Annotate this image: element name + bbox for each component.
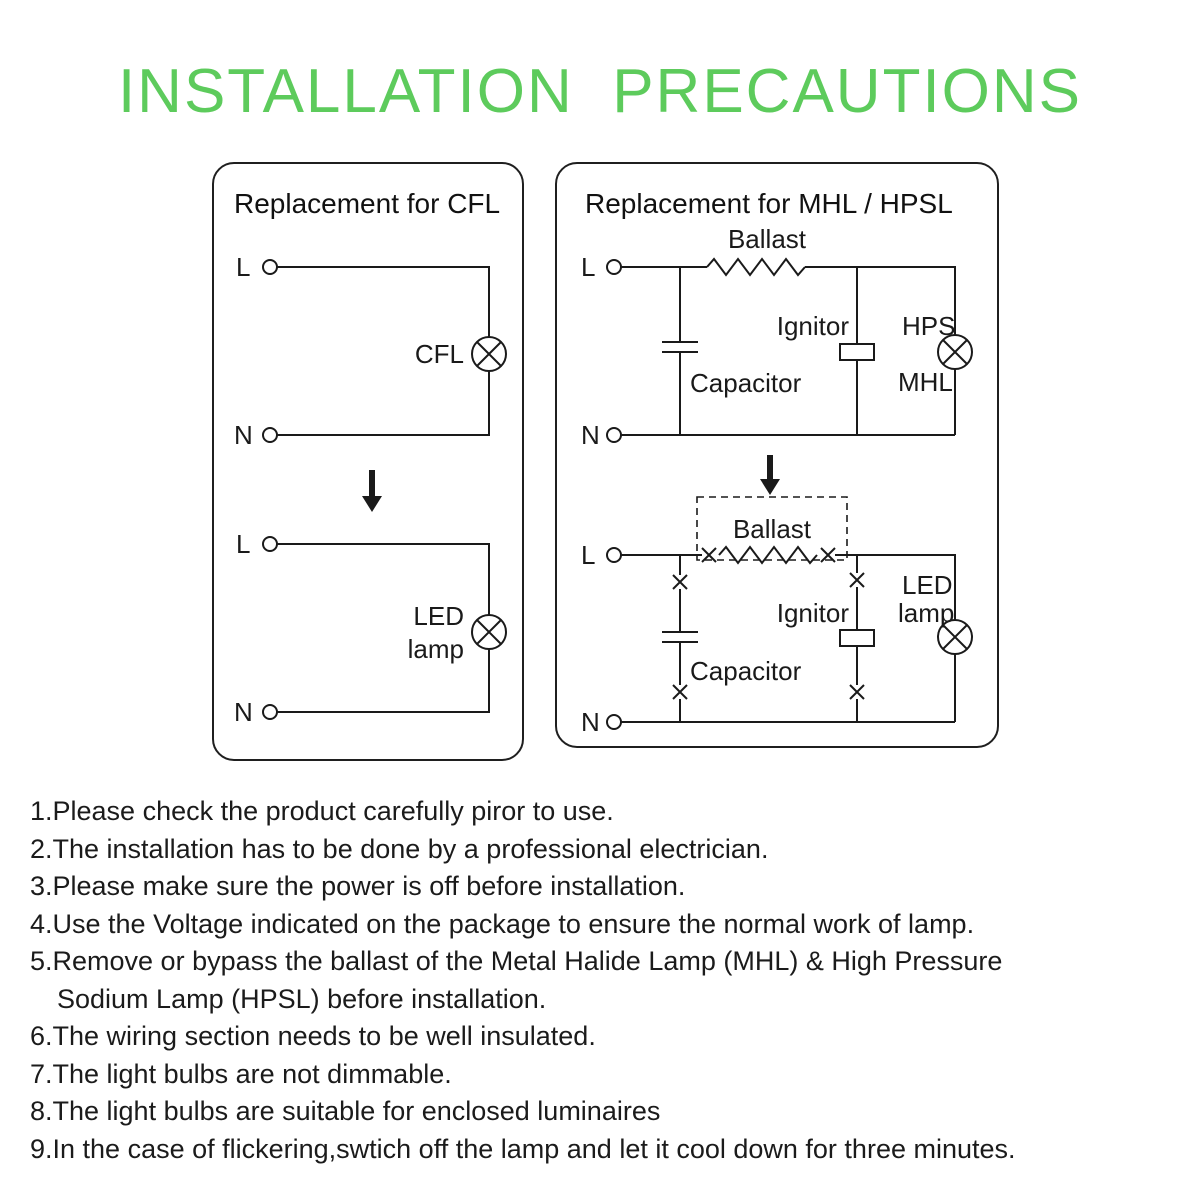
arrow-down-icon [760, 455, 780, 495]
cut-x-icon [673, 685, 687, 699]
label-neutral: N [581, 420, 600, 450]
label-cfl: CFL [414, 339, 464, 369]
precaution-line: 3.Please make sure the power is off before installation. [30, 871, 686, 901]
label-hps: HPS [902, 311, 956, 341]
precaution-line: 6.The wiring section needs to be well insulated. [30, 1021, 596, 1051]
ignitor-symbol [840, 344, 874, 360]
mhl-panel-title: Replacement for MHL / HPSL [585, 188, 953, 219]
label-capacitor: Capacitor [690, 368, 802, 398]
terminal-n-icon [263, 705, 277, 719]
cut-x-icon [673, 575, 687, 589]
mhl-top-circuit [607, 259, 972, 442]
cut-x-icon [850, 685, 864, 699]
cut-x-icon [850, 573, 864, 587]
label-lamp: lamp [898, 598, 955, 628]
cfl-top-circuit [263, 260, 506, 442]
terminal-l-icon [263, 537, 277, 551]
terminal-n-icon [263, 428, 277, 442]
precaution-line: 9.In the case of flickering,swtich off the lamp and let it cool down for three minutes. [30, 1133, 1016, 1164]
precautions-list [30, 793, 1180, 1168]
label-live: L [581, 252, 596, 282]
precaution-line: 4.Use the Voltage indicated on the package to ensure the normal work of lamp. [30, 908, 975, 939]
precaution-line: 8.The light bulbs are suitable for enclosed luminaires [30, 1096, 661, 1126]
label-live: L [236, 529, 251, 559]
led-bottom-circuit [263, 537, 506, 719]
label-neutral: N [581, 707, 600, 737]
label-ignitor: Ignitor [776, 311, 849, 341]
terminal-n-icon [607, 428, 621, 442]
terminal-l-icon [607, 260, 621, 274]
label-led: LED [902, 570, 953, 600]
label-live: L [236, 252, 251, 282]
ballast-resistor-symbol [707, 259, 805, 275]
capacitor-symbol [662, 342, 698, 352]
page-title: INSTALLATION PRECAUTIONS [117, 57, 1083, 126]
label-ballast: Ballast [727, 224, 807, 254]
cfl-wiring-diagram [214, 164, 522, 759]
precaution-line: 7.The light bulbs are not dimmable. [30, 1058, 452, 1089]
label-lamp: lamp [407, 634, 464, 664]
label-neutral: N [234, 697, 253, 727]
label-led: LED [413, 601, 464, 631]
precaution-line: 5.Remove or bypass the ballast of the Metal Halide Lamp (MHL) & High Pressure [30, 946, 1003, 976]
label-capacitor: Capacitor [690, 656, 802, 686]
cfl-panel-title: Replacement for CFL [234, 188, 501, 219]
capacitor-symbol [662, 632, 698, 642]
terminal-l-icon [607, 548, 621, 562]
precaution-line: 2.The installation has to be done by a professional electrician. [30, 833, 769, 864]
arrow-down-icon [362, 470, 382, 512]
terminal-n-icon [607, 715, 621, 729]
terminal-l-icon [263, 260, 277, 274]
cfl-replacement-panel [212, 162, 524, 761]
label-ignitor: Ignitor [776, 598, 849, 628]
precaution-line: 1.Please check the product carefully piror to use. [30, 796, 614, 826]
mhl-replacement-panel [555, 162, 999, 748]
mhl-wiring-diagram [557, 164, 997, 746]
precaution-line-continuation: Sodium Lamp (HPSL) before installation. [57, 983, 547, 1014]
label-mhl: MHL [898, 367, 953, 397]
label-ballast: Ballast [732, 514, 812, 544]
label-live: L [581, 540, 596, 570]
ignitor-symbol [840, 630, 874, 646]
label-neutral: N [234, 420, 253, 450]
